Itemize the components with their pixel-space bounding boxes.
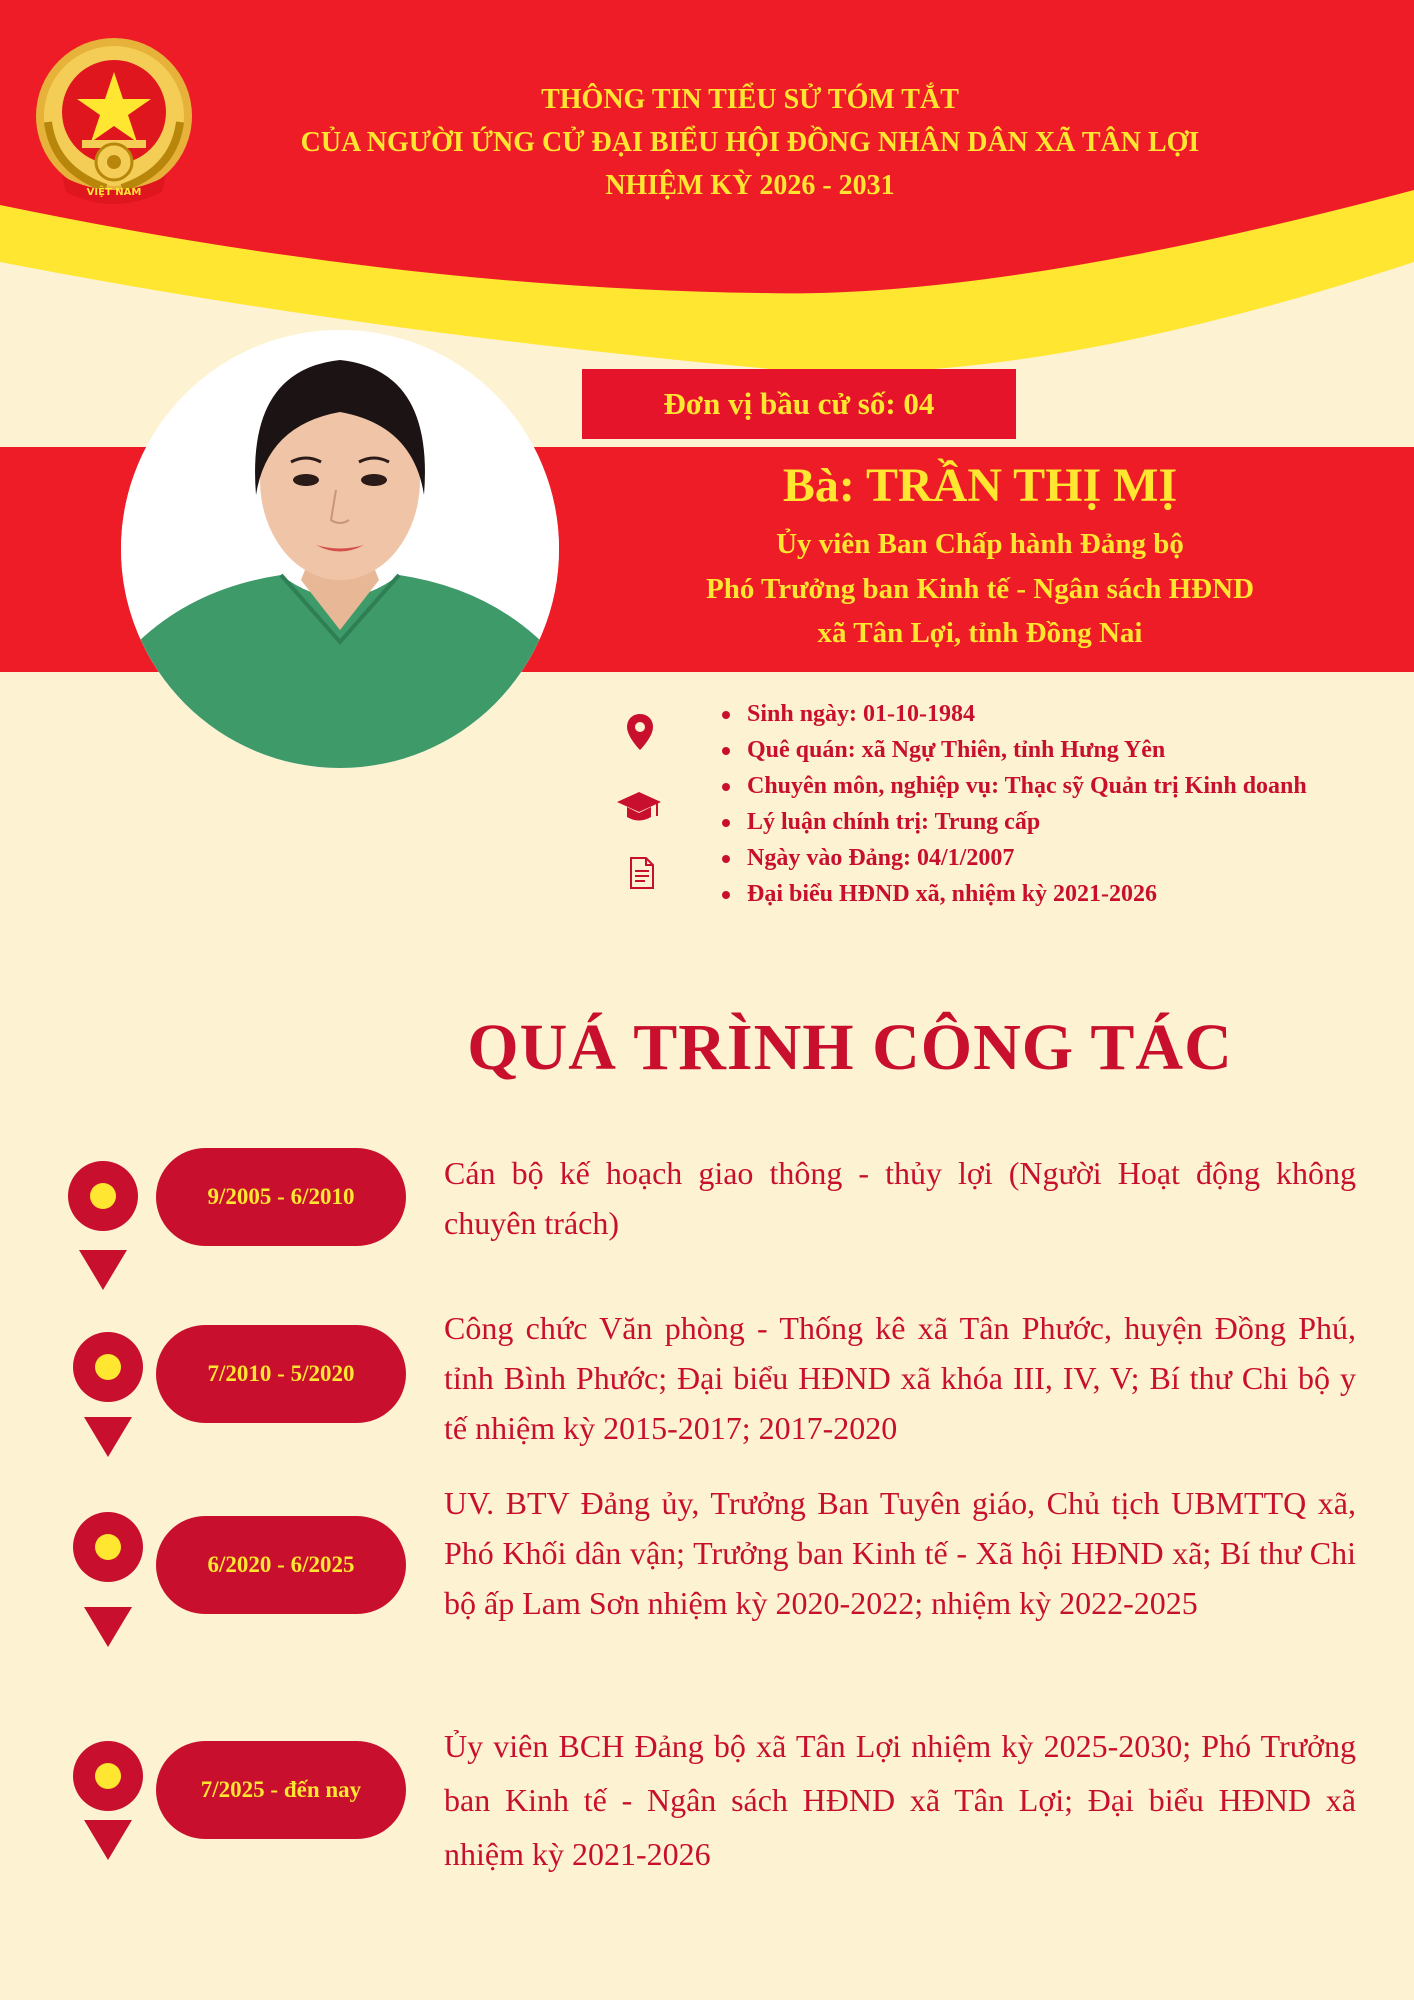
timeline-description: Ủy viên BCH Đảng bộ xã Tân Lợi nhiệm kỳ 2025-2030; Phó Trưởng ban Kinh tế - Ngân sách HĐND xã Tân Lợi; Đại biểu HĐND xã nhiệm kỳ 2021-2026 <box>444 1728 1356 1872</box>
header-title <box>220 78 1280 207</box>
timeline-arrow-icon <box>84 1820 132 1860</box>
header-line-3: NHIỆM KỲ 2026 - 2031 <box>605 170 895 201</box>
electoral-unit-badge <box>582 369 1016 439</box>
timeline-arrow-icon <box>79 1250 127 1290</box>
personal-info-list <box>720 696 1307 912</box>
candidate-role-2: Phó Trưởng ban Kinh tế - Ngân sách HĐND <box>705 573 1255 605</box>
timeline-description: UV. BTV Đảng ủy, Trưởng Ban Tuyên giáo, Chủ tịch UBMTTQ xã, Phó Khối dân vận; Trưởng ban Kinh tế - Xã hội HĐND xã; Bí thư Chi bộ ấp Lam Sơn nhiệm kỳ 2020-2022; nhiệm kỳ 2022-2025 <box>444 1485 1356 1621</box>
info-political-theory: Lý luận chính trị: Trung cấp <box>720 804 1307 840</box>
candidate-photo <box>121 330 559 768</box>
header-line-2: CỦA NGƯỜI ỨNG CỬ ĐẠI BIỂU HỘI ĐỒNG NHÂN DÂN XÃ TÂN LỢI <box>300 127 1200 158</box>
timeline-marker-icon <box>73 1512 143 1582</box>
info-party-join-date: Ngày vào Đảng: 04/1/2007 <box>720 840 1307 876</box>
timeline-period: 6/2020 - 6/2025 <box>156 1516 406 1614</box>
info-qualification: Chuyên môn, nghiệp vụ: Thạc sỹ Quản trị Kinh doanh <box>720 768 1307 804</box>
timeline-arrow-icon <box>84 1607 132 1647</box>
document-icon <box>628 856 656 890</box>
electoral-unit-label: Đơn vị bầu cử số: 04 <box>663 386 935 421</box>
candidate-name: Bà: TRẦN THỊ MỊ <box>782 459 1178 512</box>
section-title: QUÁ TRÌNH CÔNG TÁC <box>467 1011 1233 1084</box>
timeline-description: Cán bộ kế hoạch giao thông - thủy lợi (Người Hoạt động không chuyên trách) <box>444 1155 1356 1241</box>
candidate-role-1: Ủy viên Ban Chấp hành Đảng bộ <box>776 528 1184 560</box>
timeline-period: 7/2010 - 5/2020 <box>156 1325 406 1423</box>
info-delegate-term: Đại biểu HĐND xã, nhiệm kỳ 2021-2026 <box>720 876 1307 912</box>
timeline-period: 9/2005 - 6/2010 <box>156 1148 406 1246</box>
timeline-marker-icon <box>73 1741 143 1811</box>
national-emblem-icon <box>26 36 202 212</box>
timeline-description: Công chức Văn phòng - Thống kê xã Tân Phước, huyện Đồng Phú, tỉnh Bình Phước; Đại biểu HĐND xã khóa III, IV, V; Bí thư Chi bộ y tế nhiệm kỳ 2015-2017; 2017-2020 <box>444 1310 1356 1446</box>
info-birth-date: Sinh ngày: 01-10-1984 <box>720 696 1307 732</box>
timeline-marker-icon <box>73 1332 143 1402</box>
svg-text:VIỆT NAM: VIỆT NAM <box>86 187 142 198</box>
info-hometown: Quê quán: xã Ngự Thiên, tỉnh Hưng Yên <box>720 732 1307 768</box>
graduation-cap-icon <box>615 790 663 826</box>
location-pin-icon <box>625 712 655 752</box>
header-line-1: THÔNG TIN TIỂU SỬ TÓM TẮT <box>541 84 959 115</box>
candidate-role-3: xã Tân Lợi, tỉnh Đồng Nai <box>817 617 1143 649</box>
timeline-marker-icon <box>68 1161 138 1231</box>
timeline-period: 7/2025 - đến nay <box>156 1741 406 1839</box>
timeline-arrow-icon <box>84 1417 132 1457</box>
